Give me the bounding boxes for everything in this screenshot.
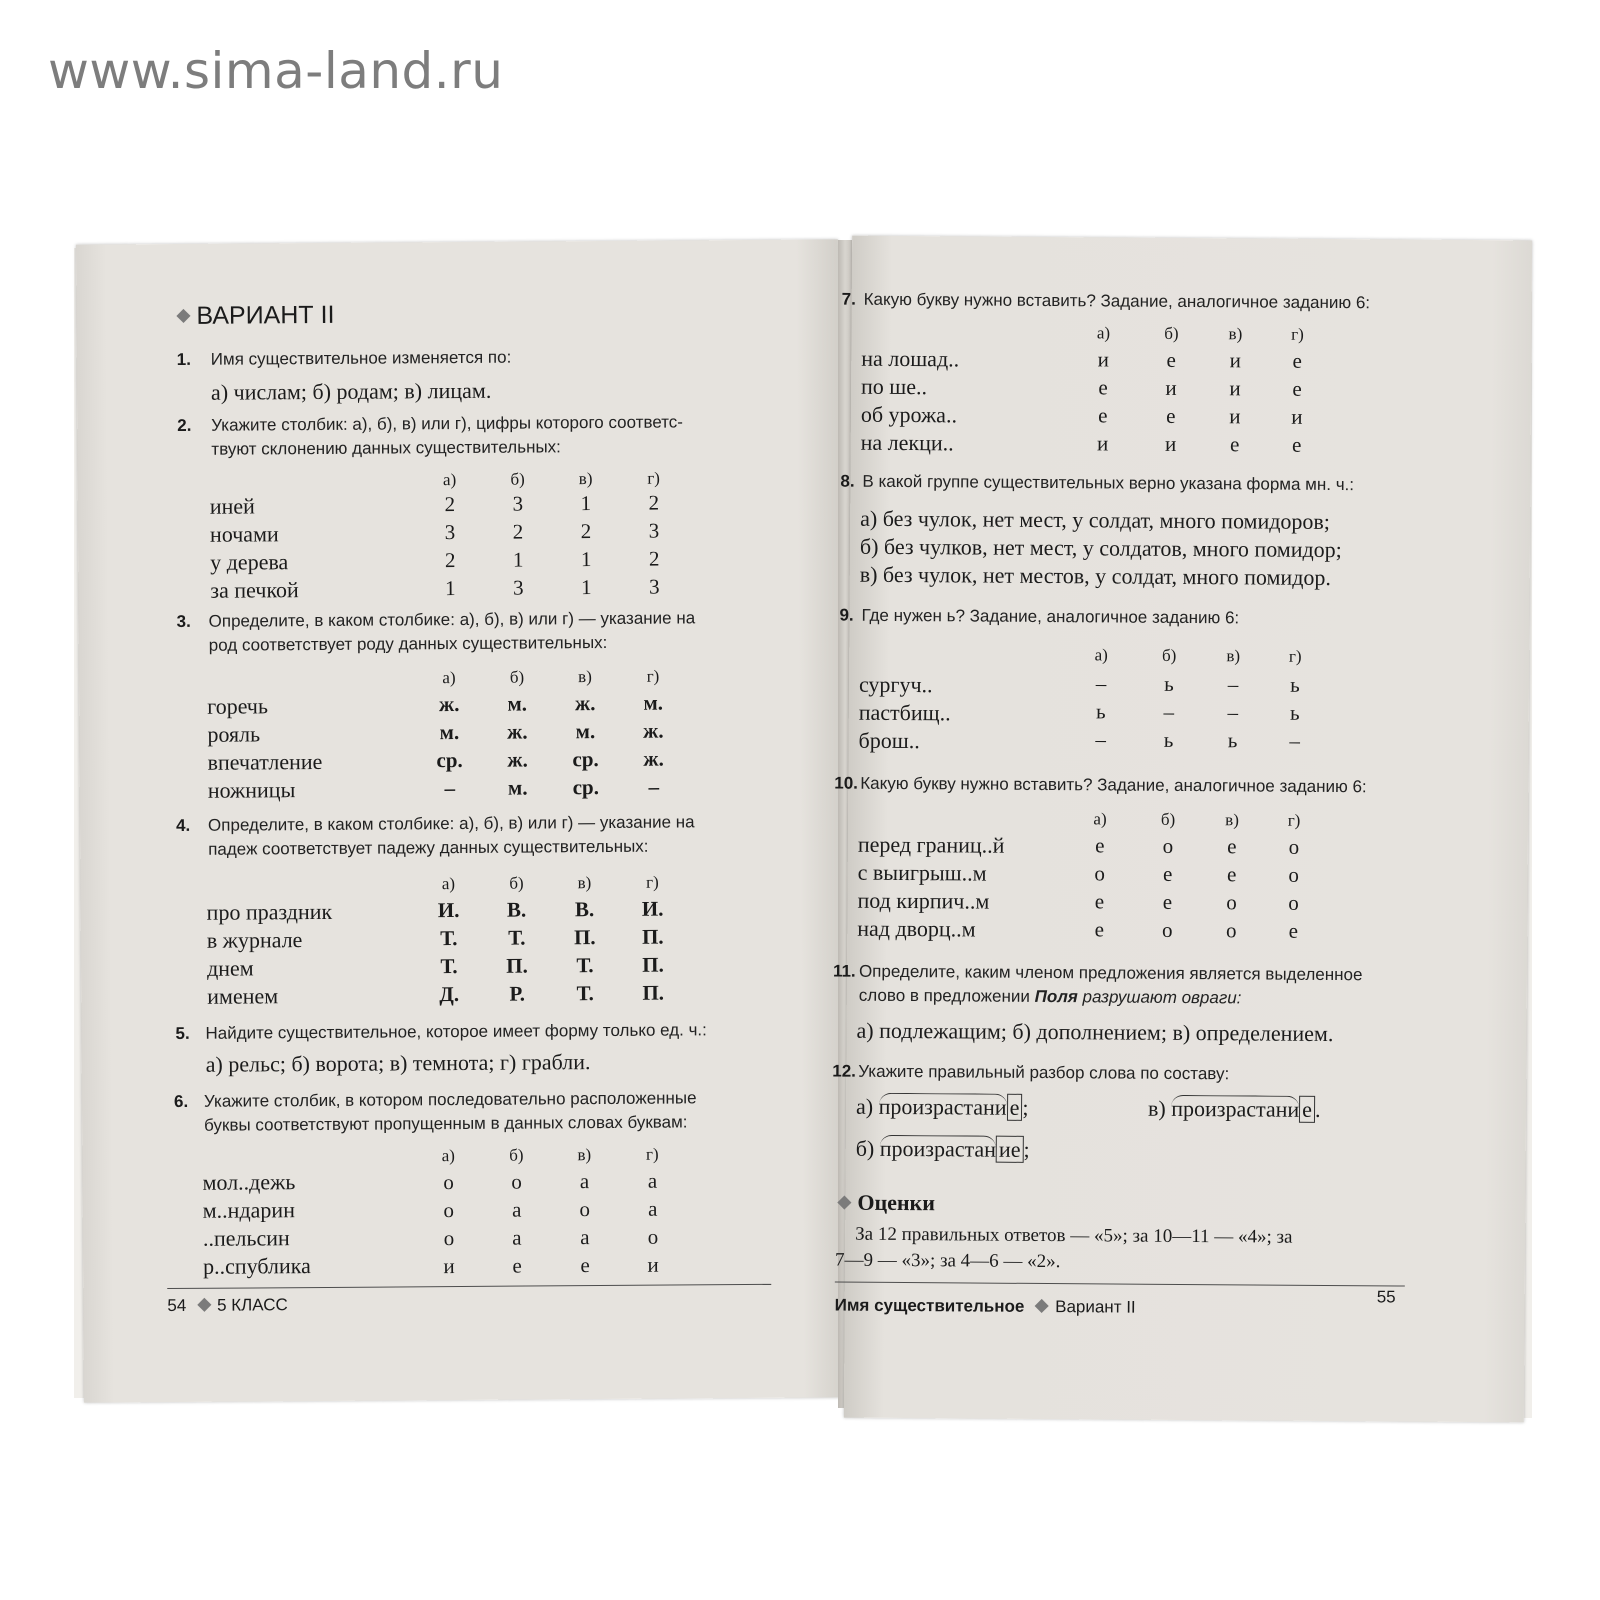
table-cell: е (1095, 833, 1105, 858)
table-row-word: по ше.. (860, 373, 928, 400)
q6-header: г) (645, 1144, 659, 1164)
table-row-word: под кирпич..м (857, 887, 990, 914)
table-cell: е (1094, 889, 1105, 914)
table-cell: и (443, 1254, 455, 1279)
table-cell: 1 (581, 575, 592, 600)
page-number: 54 (167, 1295, 187, 1316)
table-row-word: на лекци.. (860, 429, 954, 456)
ending-box: е (1007, 1094, 1023, 1121)
table-cell: о (511, 1169, 522, 1194)
root-arc: произрастан (879, 1135, 997, 1162)
table-cell: ср. (572, 747, 599, 772)
q1-text: Имя существительное изменяется по: (210, 347, 512, 369)
table-cell: е (1162, 889, 1173, 914)
table-cell: о (1162, 833, 1174, 858)
q12-number: 12. (832, 1061, 857, 1081)
footer-rule (835, 1282, 1405, 1287)
table-row-word: про праздник (206, 898, 333, 925)
table-cell: Р. (509, 981, 526, 1006)
table-cell: о (443, 1170, 454, 1195)
table-cell: м. (439, 720, 460, 745)
table-cell: м. (507, 691, 528, 716)
table-row-word: пастбищ.. (858, 699, 951, 726)
table-cell: ж. (574, 691, 596, 716)
table-row-word: днем (206, 955, 254, 981)
table-row-word: рояль (207, 721, 261, 747)
q10-text: Какую букву нужно вставить? Задание, аналогичное заданию 6: (860, 773, 1367, 797)
table-row-word: брош.. (858, 727, 920, 754)
q2-text-line2: твуют склонению данных существительных: (211, 437, 561, 459)
table-cell: о (1225, 918, 1237, 943)
table-cell: ж. (507, 747, 528, 772)
table-cell: м. (643, 690, 664, 715)
q8-number: 8. (840, 471, 855, 491)
table-cell: 3 (648, 518, 660, 543)
table-cell: 3 (444, 520, 456, 545)
footer-section: Имя существительное (834, 1295, 1025, 1316)
q3-header: г) (646, 666, 660, 686)
grades-line1: За 12 правильных ответов — «5»; за 10—11 — «4»; за (855, 1223, 1293, 1248)
table-cell: е (1226, 862, 1237, 887)
emphasized-word: Поля (1034, 986, 1078, 1007)
table-cell: ь (1290, 672, 1300, 697)
table-cell: е (580, 1253, 590, 1278)
table-cell: И. (437, 898, 460, 923)
table-cell: ж. (507, 719, 528, 744)
morpheme-option-b: б) произрастан ие ; (855, 1135, 1030, 1162)
table-row-word: в журнале (206, 927, 303, 953)
q5-text: Найдите существительное, которое имеет форму только ед. ч.: (205, 1020, 707, 1043)
table-cell: а (579, 1169, 590, 1194)
table-cell: е (1166, 403, 1176, 428)
table-row-word: на лошад.. (861, 345, 960, 372)
table-cell: П. (573, 925, 596, 950)
table-row-word: ночами (209, 521, 279, 547)
table-cell: е (1162, 861, 1173, 886)
q3-header: б) (509, 667, 525, 687)
table-row-word: впечатление (207, 748, 323, 775)
table-row-word: за печкой (210, 577, 299, 603)
table-cell: ж. (438, 692, 460, 717)
table-cell: о (1288, 834, 1300, 859)
table-cell: о (647, 1224, 659, 1249)
table-cell: е (1094, 917, 1105, 942)
q4-text-line2: падеж соответствует падежу данных существительных: (208, 836, 649, 859)
table-row-word: р..спублика (203, 1253, 311, 1279)
table-cell: – (1227, 672, 1239, 697)
footer (835, 1296, 1136, 1318)
table-cell: П. (642, 980, 665, 1005)
table-cell: Т. (576, 981, 594, 1006)
table-row-word: ..пельсин (202, 1225, 290, 1251)
diamond-icon (837, 1196, 851, 1210)
right-page (832, 236, 1532, 1423)
table-cell: 3 (649, 574, 660, 599)
table-cell: ь (1095, 699, 1106, 724)
table-cell: а (511, 1197, 522, 1222)
q3-text-line2: род соответствует роду данных существительных: (208, 632, 608, 655)
table-row-word: с выигрыш..м (857, 859, 987, 886)
q9-header: б) (1161, 645, 1177, 665)
table-cell: о (1094, 861, 1106, 886)
table-cell: и (647, 1252, 659, 1277)
table-cell: е (1292, 376, 1302, 401)
table-cell: е (1166, 347, 1177, 372)
table-cell: е (1288, 918, 1299, 943)
grades-heading: Оценки (839, 1190, 935, 1217)
q11-number: 11. (832, 961, 856, 981)
table-cell: е (1098, 375, 1108, 400)
table-row-word: сургуч.. (858, 671, 933, 698)
table-cell: 3 (512, 491, 524, 516)
table-cell: ж. (643, 746, 664, 771)
table-cell: и (1165, 375, 1177, 400)
root-arc: произрастани (878, 1093, 1007, 1120)
table-cell: 2 (648, 490, 660, 515)
table-cell: о (1161, 917, 1173, 942)
table-cell: – (1227, 700, 1239, 725)
q1-answers: а) числам; б) родам; в) лицам. (210, 377, 492, 405)
q3-text-line1: Определите, в каком столбике: а), б), в) или г) — указание на (208, 608, 696, 631)
table-cell: и (1229, 348, 1241, 373)
table-cell: 1 (580, 491, 592, 516)
table-row-word: м..ндарин (202, 1197, 295, 1223)
q4-header: г) (646, 872, 659, 892)
table-cell: Д. (439, 982, 460, 1007)
table-row-word: иней (209, 493, 255, 519)
table-row-word: именем (207, 983, 279, 1009)
q7-header: в) (1228, 324, 1243, 344)
q2-header: б) (510, 469, 525, 489)
q9-number: 9. (839, 605, 854, 625)
ending-box: е (1299, 1096, 1315, 1123)
q9-text: Где нужен ь? Задание, аналогичное заданию 6: (861, 605, 1240, 628)
table-cell: а (647, 1196, 658, 1221)
table-cell: Т. (440, 954, 458, 979)
table-cell: В. (574, 897, 595, 922)
q4-header: в) (577, 873, 592, 893)
page-number: 55 (1376, 1287, 1396, 1307)
grades-line2: 7—9 — «3»; за 4—6 — «2». (834, 1249, 1061, 1273)
q10-number: 10. (834, 773, 859, 793)
table-cell: а (647, 1168, 658, 1193)
footer (167, 1295, 288, 1316)
q8-answer-a: а) без чулок, нет мест, у солдат, много помидоров; (860, 505, 1331, 534)
q8-answer-b: б) без чулков, нет мест, у солдатов, много помидор; (859, 533, 1342, 563)
table-cell: П. (506, 953, 528, 978)
q6-number: 6. (173, 1091, 189, 1112)
table-cell: 1 (580, 547, 592, 572)
q2-header: г) (647, 468, 660, 488)
table-cell: 2 (648, 546, 660, 571)
q6-header: б) (509, 1145, 524, 1165)
diamond-icon (1035, 1299, 1049, 1313)
q9-header: а) (1094, 645, 1108, 665)
table-cell: ь (1289, 700, 1300, 725)
q7-number: 7. (841, 289, 856, 309)
table-row-word: об урожа.. (860, 401, 958, 428)
root-arc: произрастани (1171, 1095, 1300, 1122)
morpheme-option-a: а) произрастани е ; (855, 1093, 1029, 1120)
table-cell: 2 (512, 519, 524, 544)
q8-answer-c: в) без чулок, нет местов, у солдат, много помидор. (859, 561, 1332, 590)
table-cell: м. (575, 719, 596, 744)
table-row-word: перед границ..й (857, 831, 1005, 858)
table-cell: – (1163, 699, 1175, 724)
table-cell: И. (641, 896, 664, 921)
q8-text: В какой группе существительных верно указана форма мн. ч.: (862, 471, 1355, 495)
table-cell: ь (1164, 671, 1174, 696)
q7-header: а) (1096, 323, 1111, 343)
q3-header: в) (578, 667, 592, 687)
table-cell: В. (506, 897, 527, 922)
q6-text-line2: буквы соответствуют пропущенным в данных словах буквам: (204, 1112, 688, 1135)
q9-header: г) (1288, 646, 1302, 666)
footer-variant: Вариант II (1055, 1297, 1136, 1317)
table-cell: 2 (580, 519, 592, 544)
q10-header: б) (1160, 809, 1176, 829)
q7-header: г) (1291, 324, 1304, 344)
morpheme-option-c: в) произрастани е . (1147, 1095, 1321, 1122)
q7-text: Какую букву нужно вставить? Задание, аналогичное заданию 6: (863, 289, 1371, 313)
table-cell: а (580, 1225, 590, 1250)
table-cell: ь (1163, 727, 1174, 752)
table-cell: и (1291, 404, 1303, 429)
q1-number: 1. (176, 349, 192, 369)
q6-text-line1: Укажите столбик, в котором последовательно расположенные (203, 1088, 697, 1111)
q4-header: б) (509, 873, 524, 893)
table-cell: Т. (576, 953, 594, 978)
table-cell: 2 (444, 492, 456, 517)
q6-header: а) (441, 1146, 456, 1166)
q4-text-line1: Определите, в каком столбике: а), б), в) или г) — указание на (207, 812, 695, 835)
table-cell: Т. (440, 926, 458, 951)
table-cell: м. (507, 775, 528, 800)
q11-text-line1: Определите, каким членом предложения является выделенное (858, 961, 1363, 985)
q4-number: 4. (175, 815, 191, 835)
diamond-icon (197, 1298, 211, 1312)
q10-header: в) (1225, 810, 1239, 830)
table-cell: о (1288, 862, 1300, 887)
table-cell: 2 (444, 548, 456, 573)
table-cell: и (1229, 404, 1241, 429)
q11-answers: а) подлежащим; б) дополнением; в) определением. (856, 1017, 1334, 1047)
variant-heading: ВАРИАНТ II (178, 301, 334, 331)
table-cell: е (1292, 348, 1303, 373)
q12-text: Укажите правильный разбор слова по составу: (858, 1061, 1230, 1084)
footer-section: 5 КЛАСС (216, 1295, 288, 1315)
diamond-icon (176, 309, 190, 323)
q11-text-line2: слово в предложении Поля разрушают овраги: (858, 985, 1242, 1008)
table-row-word: мол..дежь (202, 1169, 296, 1195)
table-cell: 1 (512, 547, 524, 572)
table-cell: о (579, 1197, 591, 1222)
table-cell: и (1097, 347, 1109, 372)
table-cell: – (1095, 727, 1106, 752)
table-cell: а (512, 1225, 522, 1250)
table-cell: и (1229, 376, 1241, 401)
q3-header: а) (442, 668, 456, 688)
table-row-word: горечь (207, 693, 269, 719)
q9-header: в) (1226, 646, 1241, 666)
table-cell: е (1229, 432, 1240, 457)
table-cell: ср. (436, 747, 463, 773)
q5-answers: а) рельс; б) ворота; в) темнота; г) грабли. (205, 1049, 591, 1077)
table-cell: 3 (513, 575, 524, 600)
table-cell: – (1095, 671, 1107, 696)
table-row-word: ножницы (207, 777, 296, 803)
table-cell: – (648, 774, 660, 799)
table-cell: о (1226, 890, 1237, 915)
table-cell: е (1098, 403, 1108, 428)
left-page (76, 239, 846, 1402)
q4-header: а) (441, 874, 456, 894)
table-row-word: над дворц..м (857, 915, 976, 942)
table-cell: е (512, 1253, 522, 1278)
q7-header: б) (1164, 323, 1179, 343)
q6-header: в) (577, 1145, 592, 1165)
table-cell: о (443, 1226, 455, 1251)
table-cell: е (1291, 432, 1302, 457)
q10-header: а) (1093, 809, 1107, 829)
q2-header: а) (442, 470, 457, 490)
table-cell: ср. (572, 775, 599, 800)
table-cell: – (1289, 728, 1300, 753)
table-cell: и (1164, 431, 1177, 456)
table-row-word: у дерева (210, 549, 289, 575)
q5-number: 5. (175, 1023, 190, 1043)
table-cell: – (444, 776, 456, 801)
ending-box: ие (996, 1136, 1024, 1163)
table-cell: о (1288, 890, 1299, 915)
table-cell: и (1096, 431, 1109, 456)
table-cell: о (443, 1198, 455, 1223)
table-cell: 1 (445, 576, 456, 601)
q2-number: 2. (177, 415, 192, 435)
table-cell: е (1227, 834, 1237, 859)
footer-rule (167, 1284, 771, 1289)
table-cell: ь (1227, 728, 1238, 753)
table-cell: Т. (508, 925, 526, 950)
table-cell: П. (642, 952, 664, 977)
q10-header: г) (1287, 810, 1301, 830)
table-cell: ж. (643, 718, 664, 743)
q2-header: в) (578, 469, 593, 489)
q3-number: 3. (176, 611, 191, 631)
watermark: www.sima-land.ru (48, 42, 504, 100)
table-cell: П. (641, 924, 664, 949)
q2-text-line1: Укажите столбик: а), б), в) или г), цифры которого соответс- (211, 412, 684, 435)
